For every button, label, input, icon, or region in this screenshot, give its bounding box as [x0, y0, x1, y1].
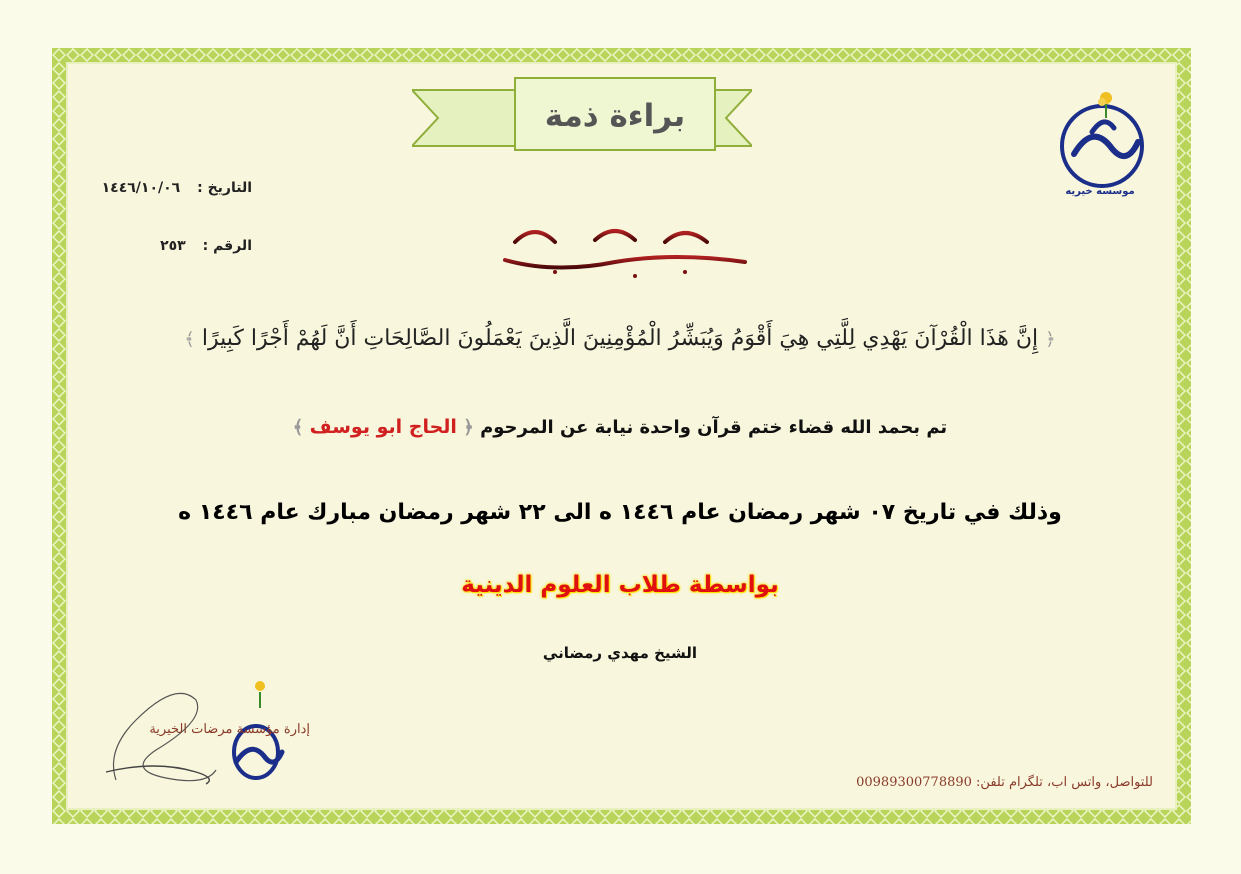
name-open-ornament: ﴿	[463, 417, 474, 438]
logo-caption: موسسه خيريه	[1065, 186, 1135, 197]
performed-by: بواسطة طلاب العلوم الدينية	[461, 572, 779, 598]
basmala-calligraphy	[495, 182, 755, 282]
completion-statement	[230, 416, 1010, 438]
date-row	[80, 180, 252, 196]
date-label: التاريخ :	[197, 180, 252, 196]
verse-close-ornament: ﴾	[184, 329, 195, 350]
date-range-statement: وذلك في تاريخ ٠٧ شهر رمضان عام ١٤٤٦ ه الى ٢٢ شهر رمضان مبارك عام ١٤٤٦ ه	[178, 500, 1062, 525]
deceased-name: الحاج ابو يوسف	[309, 416, 457, 438]
number-label: الرقم :	[202, 238, 252, 254]
verse-open-ornament: ﴿	[1045, 329, 1056, 350]
contact-info: للتواصل، واتس اب، تلگرام تلفن: 00989300778890	[856, 775, 1153, 790]
date-value: ١٤٤٦/١٠/٠٦	[101, 180, 181, 196]
number-value: ٢٥٣	[160, 238, 186, 254]
number-row	[80, 238, 252, 254]
sheikh-name: الشيخ مهدي رمضاني	[542, 644, 698, 662]
certificate-title: براءة ذمة	[544, 98, 686, 134]
name-close-ornament: ﴾	[292, 417, 304, 438]
verse-text: إِنَّ هَذَا الْقُرْآنَ يَهْدِي لِلَّتِي هِيَ أَقْوَمُ وَيُبَشِّرُ الْمُؤْمِنِينَ الَّذِينَ يَعْمَلُونَ الصَّالِحَاتِ أَنَّ لَهُمْ أَجْرًا كَبِيرًا	[201, 326, 1039, 351]
completion-prefix: تم بحمد الله قضاء ختم قرآن واحدة نيابة عن المرحوم	[480, 417, 948, 438]
quran-verse	[95, 326, 1145, 351]
signature-caption: إدارة مؤسسة مرضات الخيرية	[149, 722, 310, 737]
